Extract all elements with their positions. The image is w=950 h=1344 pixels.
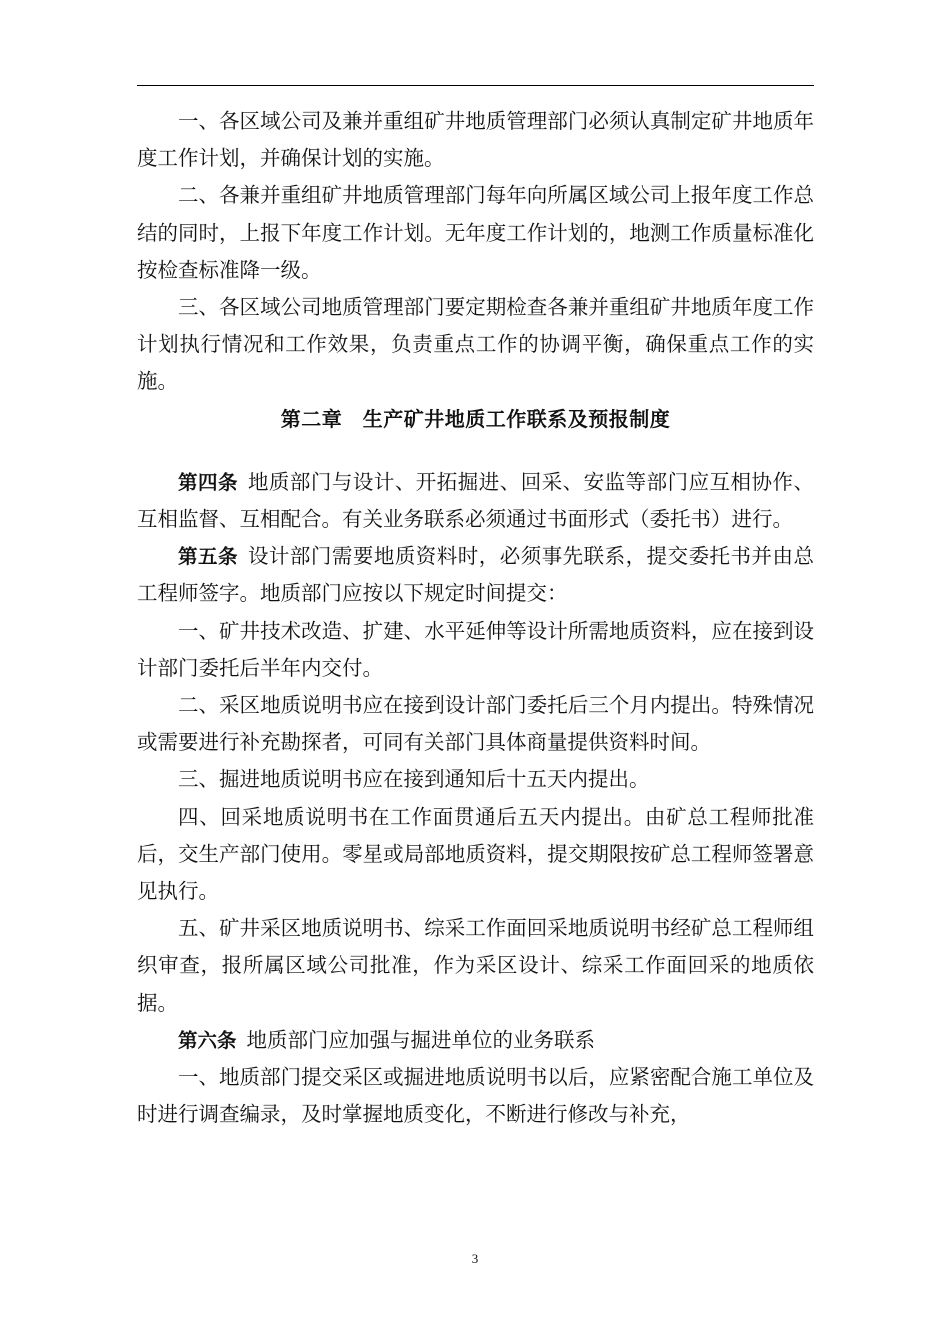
chapter-title: 第二章 生产矿井地质工作联系及预报制度: [280, 406, 671, 431]
list-item: 五、矿井采区地质说明书、综采工作面回采地质说明书经矿总工程师组织审查，报所属区域公司批准，作为采区设计、综采工作面回采的地质依据。: [137, 916, 814, 1015]
list-item: 一、矿井技术改造、扩建、水平延伸等设计所需地质资料，应在接到设计部门委托后半年内交付。: [137, 618, 814, 680]
paragraph: 三、各区域公司地质管理部门要定期检查各兼并重组矿井地质年度工作计划执行情况和工作效果，负责重点工作的协调平衡，确保重点工作的实施。: [137, 295, 814, 394]
page-number: 3: [471, 1251, 479, 1266]
article-6: [137, 1022, 814, 1059]
article-text: 地质部门应加强与掘进单位的业务联系: [246, 1027, 596, 1052]
article-text: 设计部门需要地质资料时，必须事先联系，提交委托书并由总工程师签字。地质部门应按以下规定时间提交：: [137, 544, 814, 606]
list-item: 一、地质部门提交采区或掘进地质说明书以后，应紧密配合施工单位及时进行调查编录，及时掌握地质变化，不断进行修改与补充，: [137, 1065, 814, 1127]
list-item: 三、掘进地质说明书应在接到通知后十五天内提出。: [178, 767, 650, 792]
article-number: 第四条: [178, 470, 238, 494]
paragraph: 二、各兼并重组矿井地质管理部门每年向所属区域公司上报年度工作总结的同时，上报下年度工作计划。无年度工作计划的，地测工作质量标准化按检查标准降一级。: [137, 183, 814, 282]
article-number: 第五条: [178, 545, 238, 569]
article-number: 第六条: [178, 1028, 237, 1052]
header-rule: [137, 85, 814, 86]
list-item: 二、采区地质说明书应在接到设计部门委托后三个月内提出。特殊情况或需要进行补充勘探者，可同有关部门具体商量提供资料时间。: [137, 693, 814, 755]
list-item: 四、回采地质说明书在工作面贯通后五天内提出。由矿总工程师批准后，交生产部门使用。零星或局部地质资料，提交期限按矿总工程师签署意见执行。: [137, 804, 814, 904]
article-4: [137, 464, 814, 538]
paragraph: 一、各区域公司及兼并重组矿井地质管理部门必须认真制定矿井地质年度工作计划，并确保计划的实施。: [137, 109, 814, 171]
page-content: [137, 103, 814, 1133]
article-5: [137, 538, 814, 612]
article-text: 地质部门与设计、开拓掘进、回采、安监等部门应互相协作、互相监督、互相配合。有关业务联系必须通过书面形式（委托书）进行。: [137, 469, 814, 532]
